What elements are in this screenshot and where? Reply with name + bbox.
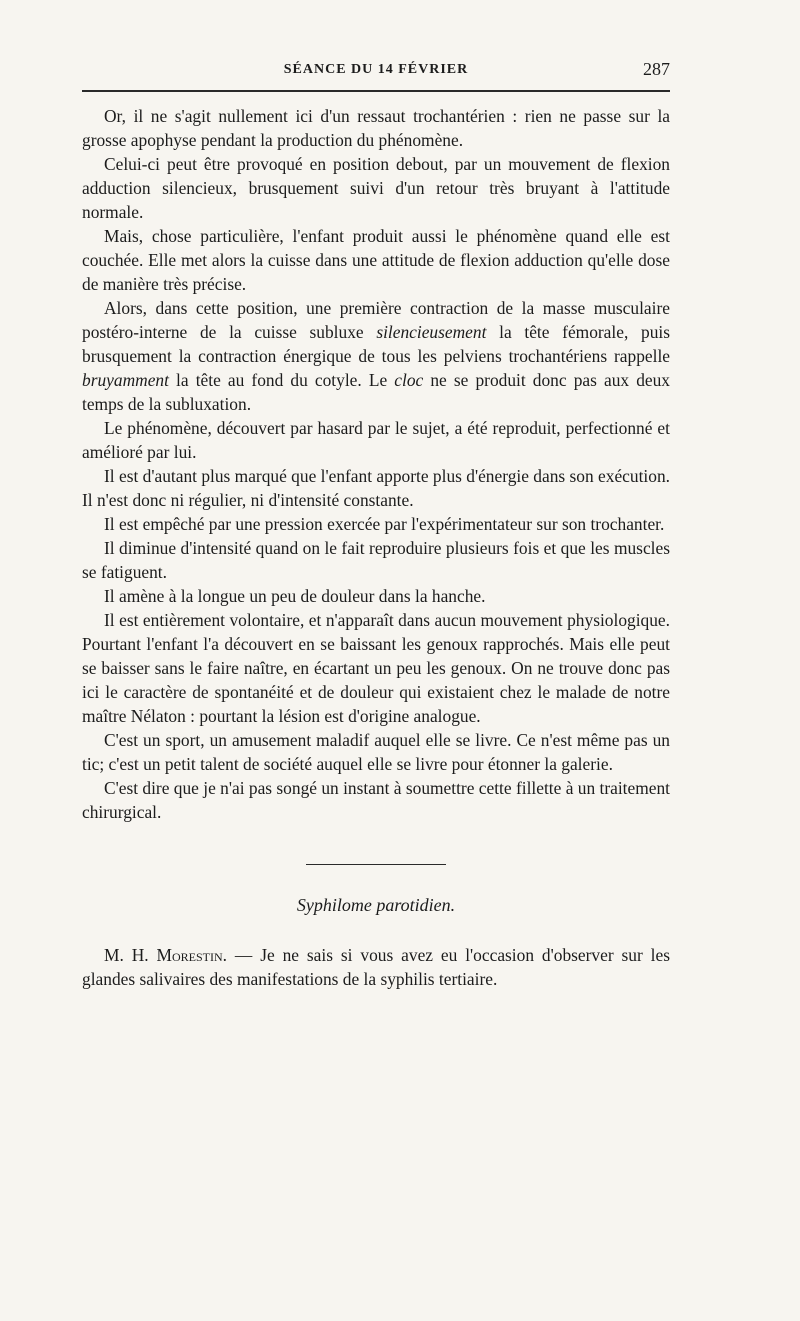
paragraph-9: Il amène à la longue un peu de douleur dans la hanche.	[104, 586, 486, 606]
paragraph-11: C'est un sport, un amusement maladif auquel elle se livre. Ce n'est même pas un tic; c'est un petit talent de société auquel elle se livre pour étonner la galerie.	[82, 730, 670, 774]
emphasis-silencieusement: silencieusement	[376, 322, 487, 342]
page-number: 287	[643, 59, 670, 79]
paragraph-7: Il est empêché par une pression exercée par l'expérimentateur sur son trochanter.	[104, 514, 665, 534]
emphasis-cloc: cloc	[394, 370, 424, 390]
running-head: SÉANCE DU 14 FÉVRIER	[283, 62, 469, 77]
paragraph-6: Il est d'autant plus marqué que l'enfant apporte plus d'énergie dans son exécution. Il n'est donc ni régulier, ni d'intensité constante.	[82, 466, 670, 510]
paragraph-8: Il diminue d'intensité quand on le fait reproduire plusieurs fois et que les muscles se fatiguent.	[82, 538, 670, 582]
speaker-name: Morestin	[156, 945, 223, 965]
page	[82, 54, 670, 991]
paragraph-10: Il est entièrement volontaire, et n'apparaît dans aucun mouvement physiologique. Pourtant l'enfant l'a découvert en se baissant les genoux rapprochés. Mais elle peut se baisser sans le faire naître, en écartant un peu les genoux. On ne trouve donc pas ici le caractère de spontanéité et de douleur qui existaient chez le malade de notre maître Nélaton : pourtant la lésion est d'origine analogue.	[82, 610, 670, 726]
emphasis-bruyamment: bruyamment	[82, 370, 169, 390]
section-paragraph-1-text: . — Je ne sais si vous avez eu l'occasion d'observer sur les glandes salivaires des manifestations de la syphilis tertiaire.	[82, 945, 670, 989]
paragraph-4-text-1: Alors, dans cette position, une première contraction de la masse musculaire postéro-interne de la cuisse subluxe	[82, 298, 670, 342]
paragraph-5: Le phénomène, découvert par hasard par le sujet, a été reproduit, perfectionné et amélioré par lui.	[82, 418, 670, 462]
paragraph-12: C'est dire que je n'ai pas songé un instant à soumettre cette fillette à un traitement chirurgical.	[82, 778, 670, 822]
section-paragraph-1	[82, 943, 670, 991]
paragraph-1: Or, il ne s'agit nullement ici d'un ressaut trochantérien : rien ne passe sur la grosse apophyse pendant la production du phénomène.	[82, 106, 670, 150]
paragraph-4	[82, 296, 670, 416]
section-divider	[306, 864, 446, 865]
speaker-initial: M. H.	[104, 945, 157, 965]
paragraph-4-text-2: la tête fémorale, puis brusquement la contraction énergique de tous les pelviens trochantériens rappelle	[82, 322, 670, 366]
paragraph-3: Mais, chose particulière, l'enfant produit aussi le phénomène quand elle est couchée. Elle met alors la cuisse dans une attitude de flexion adduction qu'elle dose de manière très précise.	[82, 226, 670, 294]
header-rule	[82, 90, 670, 92]
page-header	[82, 54, 670, 90]
section-title: Syphilome parotidien.	[296, 895, 456, 915]
paragraph-4-text-3: la tête au fond du cotyle. Le	[168, 370, 395, 390]
paragraph-4-text-4: ne se produit donc pas aux deux temps de la subluxation.	[82, 370, 670, 414]
paragraph-2: Celui-ci peut être provoqué en position debout, par un mouvement de flexion adduction silencieux, brusquement suivi d'un retour très bruyant à l'attitude normale.	[82, 154, 670, 222]
